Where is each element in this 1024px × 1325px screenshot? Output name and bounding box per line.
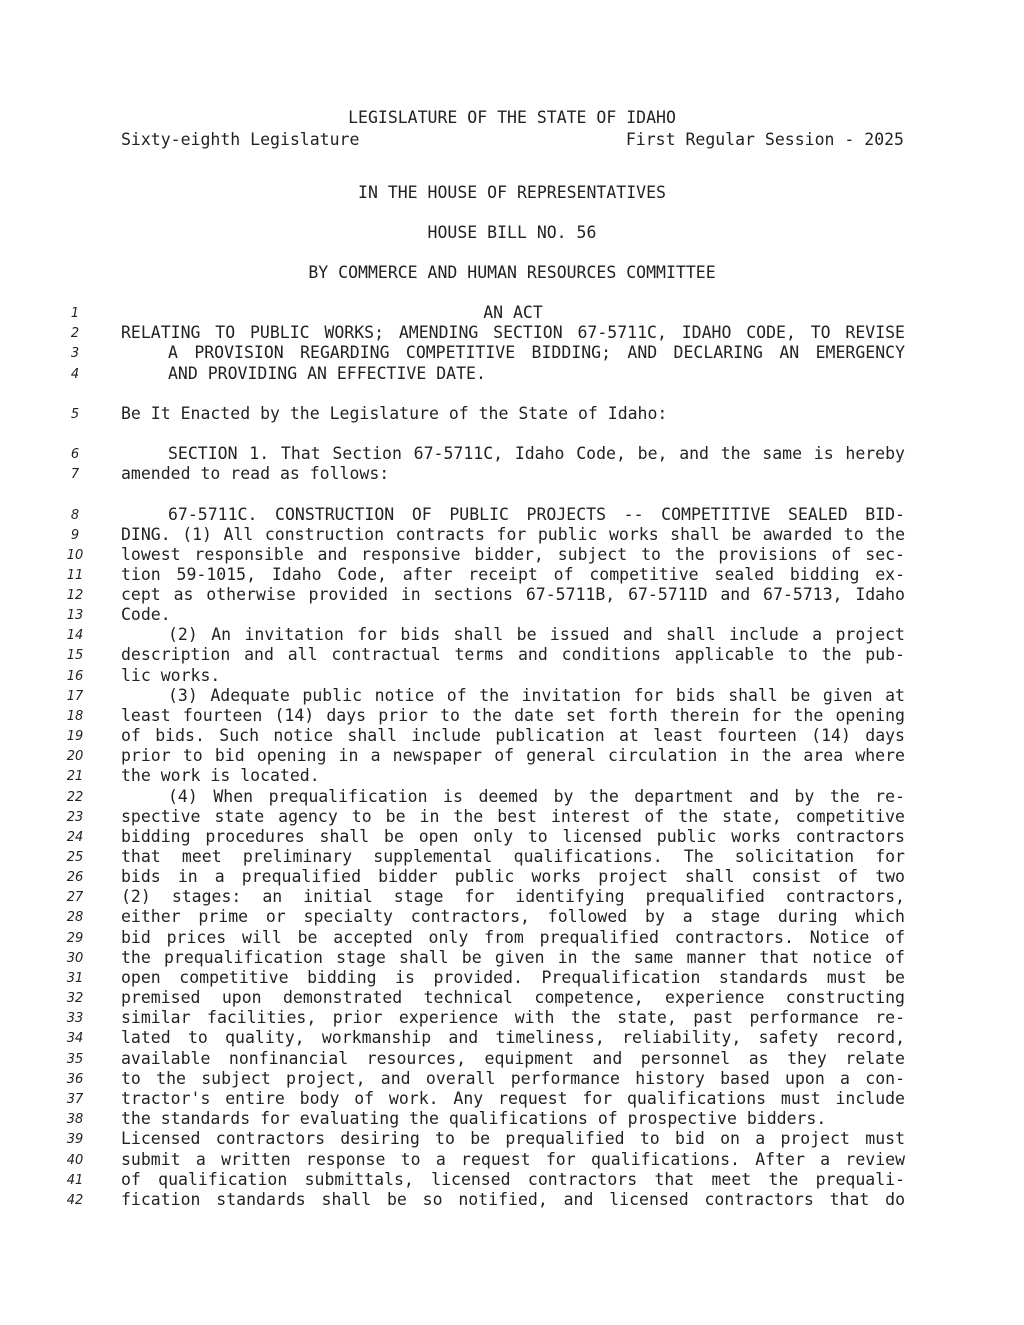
line-number: 30 — [66, 951, 84, 966]
line-number: 9 — [70, 528, 80, 543]
bill-line — [121, 948, 905, 967]
line-number: 24 — [66, 830, 84, 845]
bill-line — [121, 726, 905, 745]
bill-line — [121, 585, 905, 604]
line-number: 36 — [66, 1072, 84, 1087]
line-text: amended to read as follows: — [121, 464, 390, 483]
line-number: 34 — [66, 1031, 84, 1046]
bill-line — [121, 686, 905, 705]
bill-line — [121, 525, 905, 544]
line-text: submit a written response to a request for qualifications. After a review — [121, 1150, 905, 1169]
line-text: available nonfinancial resources, equipment and personnel as they relate — [121, 1049, 905, 1068]
line-number: 15 — [66, 648, 84, 663]
line-number: 16 — [66, 669, 84, 684]
line-text: (2) An invitation for bids shall be issued and shall include a project — [168, 625, 905, 644]
bill-line — [121, 1049, 905, 1068]
bill-line — [121, 1129, 905, 1148]
bill-line — [121, 766, 905, 785]
line-text: description and all contractual terms and conditions applicable to the pub- — [121, 645, 905, 664]
bill-line — [121, 807, 905, 826]
line-text: (4) When prequalification is deemed by the department and by the re- — [168, 787, 905, 806]
bill-line — [121, 565, 905, 584]
line-text: least fourteen (14) days prior to the date set forth therein for the opening — [121, 706, 905, 725]
house-title: IN THE HOUSE OF REPRESENTATIVES — [358, 183, 666, 202]
line-number: 23 — [66, 810, 84, 825]
line-text: bidding procedures shall be open only to licensed public works contractors — [121, 827, 905, 846]
line-text: open competitive bidding is provided. Prequalification standards must be — [121, 968, 905, 987]
line-text: lic works. — [121, 666, 221, 685]
line-text: (3) Adequate public notice of the invitation for bids shall be given at — [168, 686, 905, 705]
bill-line — [121, 545, 905, 564]
line-text: SECTION 1. That Section 67-5711C, Idaho Code, be, and the same is hereby — [168, 444, 905, 463]
line-number: 26 — [66, 870, 84, 885]
line-number: 38 — [66, 1112, 84, 1127]
line-number: 18 — [66, 709, 84, 724]
line-text: the prequalification stage shall be given in the same manner that notice of — [121, 948, 905, 967]
bill-line — [121, 666, 905, 685]
line-text: AN ACT — [483, 303, 543, 322]
bill-line — [121, 464, 905, 483]
line-number: 33 — [66, 1011, 84, 1026]
line-text: 67-5711C. CONSTRUCTION OF PUBLIC PROJECTS -- COMPETITIVE SEALED BID- — [168, 505, 905, 524]
bill-line — [121, 1170, 905, 1189]
line-text: of qualification submittals, licensed contractors that meet the prequali- — [121, 1170, 905, 1189]
bill-line — [121, 907, 905, 926]
bill-line — [121, 1150, 905, 1169]
line-text: fication standards shall be so notified, and licensed contractors that do — [121, 1190, 905, 1209]
line-number: 6 — [70, 447, 80, 462]
line-text: RELATING TO PUBLIC WORKS; AMENDING SECTION 67-5711C, IDAHO CODE, TO REVISE — [121, 323, 905, 342]
bill-line — [121, 867, 905, 886]
line-number: 7 — [70, 467, 80, 482]
sponsor: BY COMMERCE AND HUMAN RESOURCES COMMITTEE — [308, 263, 716, 282]
bill-line — [121, 847, 905, 866]
line-number: 25 — [66, 850, 84, 865]
line-number: 4 — [70, 367, 80, 382]
bill-line — [121, 706, 905, 725]
bill-line — [121, 505, 905, 524]
line-number: 22 — [66, 790, 84, 805]
line-text: premised upon demonstrated technical competence, experience constructing — [121, 988, 905, 1007]
line-text: either prime or specialty contractors, followed by a stage during which — [121, 907, 905, 926]
bill-line — [121, 1028, 905, 1047]
line-text: Licensed contractors desiring to be prequalified to bid on a project must — [121, 1129, 905, 1148]
legislature-title: LEGISLATURE OF THE STATE OF IDAHO — [348, 108, 676, 127]
line-number: 3 — [70, 346, 80, 361]
line-number: 28 — [66, 910, 84, 925]
line-number: 27 — [66, 890, 84, 905]
line-text: of bids. Such notice shall include publication at least fourteen (14) days — [121, 726, 905, 745]
line-number: 1 — [70, 306, 80, 321]
line-number: 42 — [66, 1193, 84, 1208]
line-number: 12 — [66, 588, 84, 603]
line-number: 17 — [66, 689, 84, 704]
line-text: bid prices will be accepted only from prequalified contractors. Notice of — [121, 928, 905, 947]
line-text: similar facilities, prior experience with the state, past performance re- — [121, 1008, 905, 1027]
line-number: 20 — [66, 749, 84, 764]
line-number: 5 — [70, 407, 80, 422]
line-text: lowest responsible and responsive bidder, subject to the provisions of sec- — [121, 545, 905, 564]
line-number: 29 — [66, 931, 84, 946]
bill-line — [121, 303, 905, 322]
line-text: bids in a prequalified bidder public works project shall consist of two — [121, 867, 905, 886]
bill-line — [121, 887, 905, 906]
line-text: cept as otherwise provided in sections 67-5711B, 67-5711D and 67-5713, Idaho — [121, 585, 905, 604]
line-number: 2 — [70, 326, 80, 341]
line-text: the standards for evaluating the qualifications of prospective bidders. — [121, 1109, 827, 1128]
bill-line — [121, 988, 905, 1007]
line-text: (2) stages: an initial stage for identifying prequalified contractors, — [121, 887, 905, 906]
bill-line — [121, 1109, 905, 1128]
line-text: prior to bid opening in a newspaper of general circulation in the area where — [121, 746, 905, 765]
line-text: spective state agency to be in the best interest of the state, competitive — [121, 807, 905, 826]
bill-line — [121, 605, 905, 624]
bill-line — [121, 625, 905, 644]
line-number: 19 — [66, 729, 84, 744]
bill-line — [121, 1069, 905, 1088]
bill-line — [121, 1089, 905, 1108]
line-text: lated to quality, workmanship and timeliness, reliability, safety record, — [121, 1028, 905, 1047]
session-left: Sixty-eighth Legislature — [121, 130, 360, 149]
line-text: DING. (1) All construction contracts for public works shall be awarded to the — [121, 525, 905, 544]
line-text: that meet preliminary supplemental qualifications. The solicitation for — [121, 847, 905, 866]
bill-line — [121, 323, 905, 342]
line-text: Code. — [121, 605, 171, 624]
bill-line — [121, 746, 905, 765]
bill-line — [121, 827, 905, 846]
session-right: First Regular Session - 2025 — [625, 130, 904, 149]
line-number: 32 — [66, 991, 84, 1006]
line-number: 10 — [66, 548, 84, 563]
line-number: 31 — [66, 971, 84, 986]
bill-line — [121, 1008, 905, 1027]
line-number: 40 — [66, 1153, 84, 1168]
bill-line — [121, 364, 905, 383]
bill-line — [121, 404, 905, 423]
bill-line — [121, 968, 905, 987]
line-text: tractor's entire body of work. Any request for qualifications must include — [121, 1089, 905, 1108]
line-number: 41 — [66, 1173, 84, 1188]
line-text: to the subject project, and overall performance history based upon a con- — [121, 1069, 905, 1088]
line-number: 13 — [66, 608, 84, 623]
bill-line — [121, 1190, 905, 1209]
line-text: Be It Enacted by the Legislature of the State of Idaho: — [121, 404, 668, 423]
bill-number: HOUSE BILL NO. 56 — [427, 223, 597, 242]
bill-line — [121, 787, 905, 806]
line-text: AND PROVIDING AN EFFECTIVE DATE. — [168, 364, 486, 383]
line-number: 14 — [66, 628, 84, 643]
line-number: 8 — [70, 508, 80, 523]
line-number: 21 — [66, 769, 84, 784]
line-number: 35 — [66, 1052, 84, 1067]
bill-line — [121, 928, 905, 947]
bill-line — [121, 343, 905, 362]
bill-line — [121, 444, 905, 463]
line-number: 39 — [66, 1132, 84, 1147]
line-text: tion 59-1015, Idaho Code, after receipt of competitive sealed bidding ex- — [121, 565, 905, 584]
bill-line — [121, 645, 905, 664]
line-number: 11 — [66, 568, 84, 583]
line-number: 37 — [66, 1092, 84, 1107]
line-text: the work is located. — [121, 766, 320, 785]
line-text: A PROVISION REGARDING COMPETITIVE BIDDING; AND DECLARING AN EMERGENCY — [168, 343, 905, 362]
